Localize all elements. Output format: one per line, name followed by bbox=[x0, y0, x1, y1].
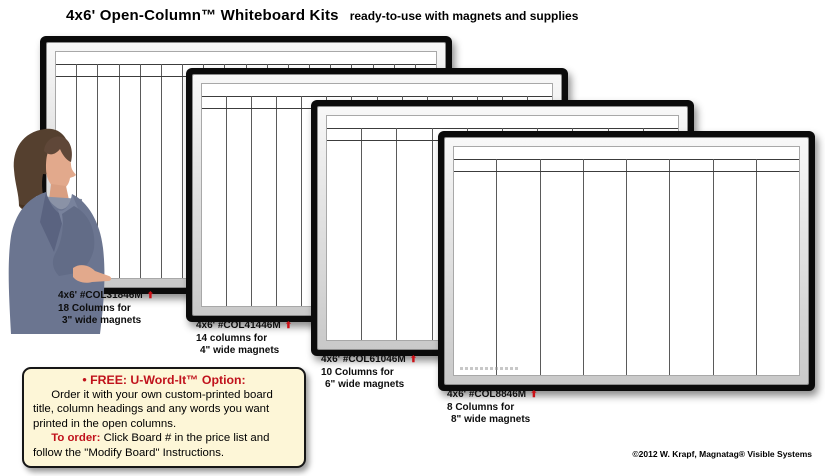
caption-columns: 14 columns for bbox=[196, 332, 268, 344]
promo-headline: • FREE: U-Word-It™ Option: bbox=[82, 373, 246, 387]
board-part-number: 4x6' #COL41446M bbox=[196, 320, 281, 331]
board-column bbox=[202, 96, 227, 306]
page-title bbox=[66, 7, 578, 24]
caption-magnets: 6" wide magnets bbox=[325, 379, 405, 390]
board-column bbox=[584, 159, 627, 375]
promo-body: Order it with your own custom-printed board title, column headings and any words you want printed in the open columns. bbox=[33, 389, 273, 430]
board-column bbox=[141, 64, 162, 278]
board-surface bbox=[453, 146, 800, 376]
promo-order-label: To order: bbox=[51, 432, 101, 445]
promo-box bbox=[22, 367, 306, 468]
board-column bbox=[252, 96, 277, 306]
board-column bbox=[277, 96, 302, 306]
board-part-number: 4x6' #COL31846M bbox=[58, 290, 143, 301]
board-column bbox=[397, 128, 432, 340]
caption-columns: 18 Columns for bbox=[58, 302, 131, 314]
caption-columns: 8 Columns for bbox=[447, 401, 515, 413]
fine-print bbox=[460, 367, 518, 370]
copyright-line: ©2012 W. Krapf, Magnatag® Visible Systems bbox=[632, 449, 812, 459]
footnote-arrow-icon: ⬆ bbox=[146, 290, 155, 300]
board-column bbox=[454, 159, 497, 375]
board-part-number: 4x6' #COL8846M bbox=[447, 389, 527, 400]
caption-line1 bbox=[447, 388, 538, 402]
promo-order-text: Click Board # in the price list and follow the "Modify Board" Instructions. bbox=[33, 432, 270, 459]
board-caption-18 bbox=[58, 289, 154, 328]
caption-line1 bbox=[321, 353, 417, 367]
board-column bbox=[327, 128, 362, 340]
board-part-number: 4x6' #COL61046M bbox=[321, 354, 406, 365]
board-column bbox=[670, 159, 713, 375]
whiteboard-8-columns bbox=[438, 131, 815, 391]
caption-magnets: 8" wide magnets bbox=[451, 414, 531, 425]
footnote-arrow-icon: ⬆ bbox=[284, 320, 293, 330]
board-caption-14 bbox=[196, 319, 292, 358]
board-column bbox=[162, 64, 183, 278]
caption-line1 bbox=[58, 289, 154, 303]
board-column bbox=[497, 159, 540, 375]
board-header-rule bbox=[454, 171, 799, 172]
board-column bbox=[541, 159, 584, 375]
footnote-arrow-icon: ⬆ bbox=[409, 354, 418, 364]
title-tagline: ready-to-use with magnets and supplies bbox=[349, 9, 579, 23]
board-column bbox=[362, 128, 397, 340]
board-caption-8 bbox=[447, 388, 538, 427]
board-column bbox=[120, 64, 141, 278]
board-column bbox=[227, 96, 252, 306]
promo-order bbox=[33, 431, 295, 460]
board-caption-10 bbox=[321, 353, 417, 392]
board-column bbox=[627, 159, 670, 375]
board-column bbox=[714, 159, 757, 375]
caption-magnets: 3" wide magnets bbox=[62, 315, 142, 326]
footnote-arrow-icon: ⬆ bbox=[530, 389, 538, 399]
caption-magnets: 4" wide magnets bbox=[200, 345, 280, 356]
caption-line1 bbox=[196, 319, 292, 333]
board-column bbox=[757, 159, 799, 375]
board-frame bbox=[444, 137, 809, 385]
board-column-grid bbox=[454, 159, 799, 375]
caption-columns: 10 Columns for bbox=[321, 366, 394, 378]
title-main: 4x6' Open-Column™ Whiteboard Kits bbox=[66, 7, 339, 24]
